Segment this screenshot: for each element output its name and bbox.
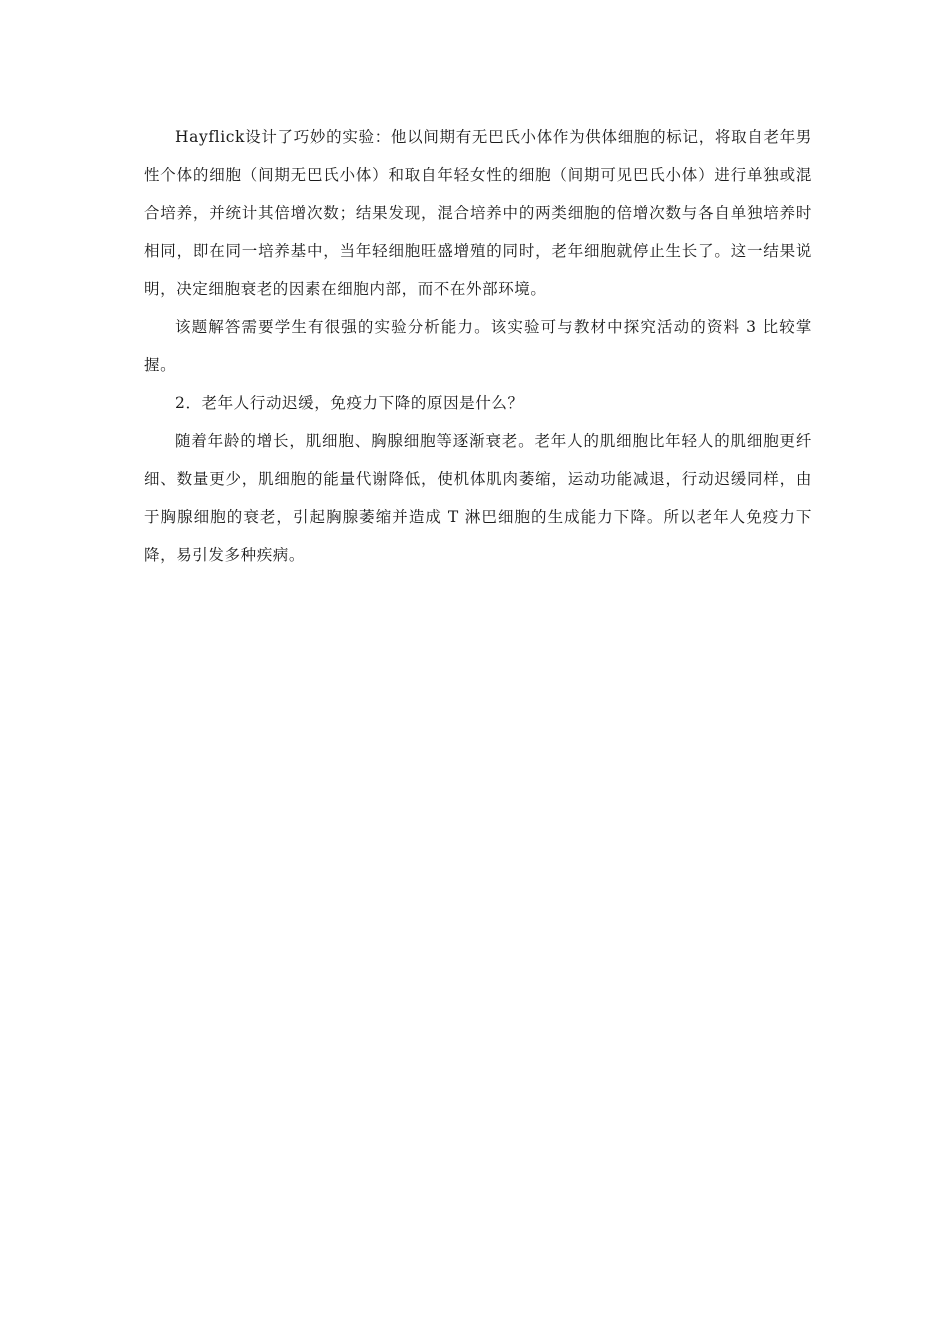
paragraph-answer: 随着年龄的增长，肌细胞、胸腺细胞等逐渐衰老。老年人的肌细胞比年轻人的肌细胞更纤细、数量更少，肌细胞的能量代谢降低，使机体肌肉萎缩，运动功能减退，行动迟缓同样，由于胸腺细胞的衰老，引起胸腺萎缩并造成 T 淋巴细胞的生成能力下降。所以老年人免疫力下降，易引发多种疾病。 xyxy=(144,432,812,564)
question-heading: 2．老年人行动迟缓，免疫力下降的原因是什么？ xyxy=(175,394,524,412)
document-body xyxy=(144,118,812,574)
paragraph-analysis-note: 该题解答需要学生有很强的实验分析能力。该实验可与教材中探究活动的资料 3 比较掌握。 xyxy=(144,318,812,374)
paragraph-hayflick-experiment: Hayflick设计了巧妙的实验：他以间期有无巴氏小体作为供体细胞的标记，将取自老年男性个体的细胞（间期无巴氏小体）和取自年轻女性的细胞（间期可见巴氏小体）进行单独或混合培养，并统计其倍增次数；结果发现，混合培养中的两类细胞的倍增次数与各自单独培养时相同，即在同一培养基中，当年轻细胞旺盛增殖的同时，老年细胞就停止生长了。这一结果说明，决定细胞衰老的因素在细胞内部，而不在外部环境。 xyxy=(144,128,812,298)
